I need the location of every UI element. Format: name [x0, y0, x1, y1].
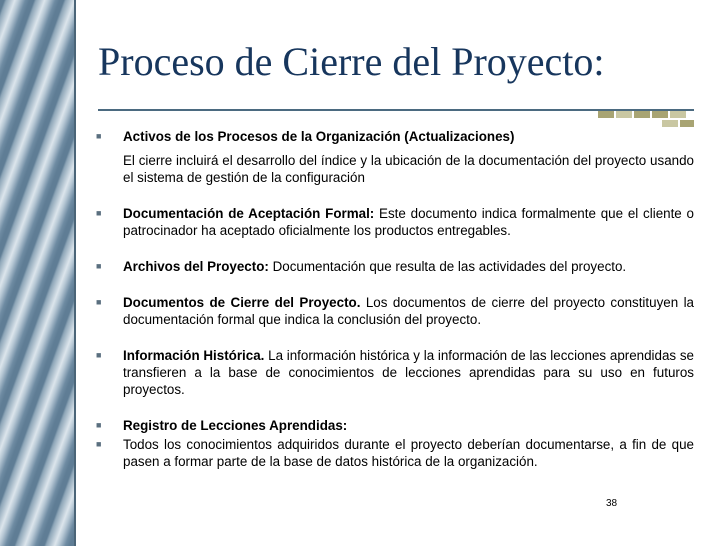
sub-paragraph: El cierre incluirá el desarrollo del índice y la ubicación de la documentación del proyecto usando el sistema de gestión de la configuración	[123, 153, 694, 185]
accent-block	[652, 111, 668, 118]
square-bullet-icon: ■	[96, 131, 102, 141]
bullet-item	[96, 128, 694, 145]
accent-block	[634, 111, 650, 118]
item-heading: Registro de Lecciones Aprendidas:	[123, 418, 348, 433]
accent-block	[670, 111, 686, 118]
bullet-item	[96, 417, 694, 434]
title-underline-bar	[98, 109, 694, 127]
item-heading: Activos de los Procesos de la Organización (Actualizaciones)	[123, 129, 515, 144]
accent-block	[598, 111, 614, 118]
item-text: Los documentos de cierre del proyecto constituyen la documentación formal que indica la conclusión del proyecto.	[123, 295, 694, 327]
decorative-side-stripe	[0, 0, 76, 546]
accent-block	[616, 111, 632, 118]
bullet-item	[96, 258, 694, 275]
bullet-item	[96, 205, 694, 239]
accent-block	[680, 120, 694, 127]
item-heading: Información Histórica.	[123, 348, 265, 363]
underline-blocks	[94, 109, 694, 127]
item-text: Este documento indica formalmente que el cliente o patrocinador ha aceptado oficialmente los productos entregables.	[123, 206, 694, 238]
bullet-item	[96, 294, 694, 328]
square-bullet-icon: ■	[96, 439, 102, 449]
slide-title: Proceso de Cierre del Proyecto:	[98, 39, 605, 84]
accent-block	[662, 120, 678, 127]
item-heading: Documentos de Cierre del Proyecto.	[123, 295, 361, 310]
page-number: 38	[606, 498, 618, 509]
square-bullet-icon: ■	[96, 350, 102, 360]
slide-body	[96, 128, 694, 470]
bullet-item	[96, 436, 694, 470]
item-heading: Documentación de Aceptación Formal:	[123, 206, 375, 221]
bullet-item	[96, 347, 694, 398]
item-text: La información histórica y la información de las lecciones aprendidas se transfieren a la base de conocimientos de lecciones aprendidas para su uso en futuros proyectos.	[123, 348, 695, 397]
square-bullet-icon: ■	[96, 261, 102, 271]
item-text: Documentación que resulta de las actividades del proyecto.	[268, 259, 627, 274]
square-bullet-icon: ■	[96, 297, 102, 307]
square-bullet-icon: ■	[96, 420, 102, 430]
item-heading: Archivos del Proyecto:	[123, 259, 269, 274]
square-bullet-icon: ■	[96, 208, 102, 218]
item-text: Todos los conocimientos adquiridos durante el proyecto deberían documentarse, a fin de que pasen a formar parte de la base de datos histórica de la organización.	[123, 437, 694, 469]
